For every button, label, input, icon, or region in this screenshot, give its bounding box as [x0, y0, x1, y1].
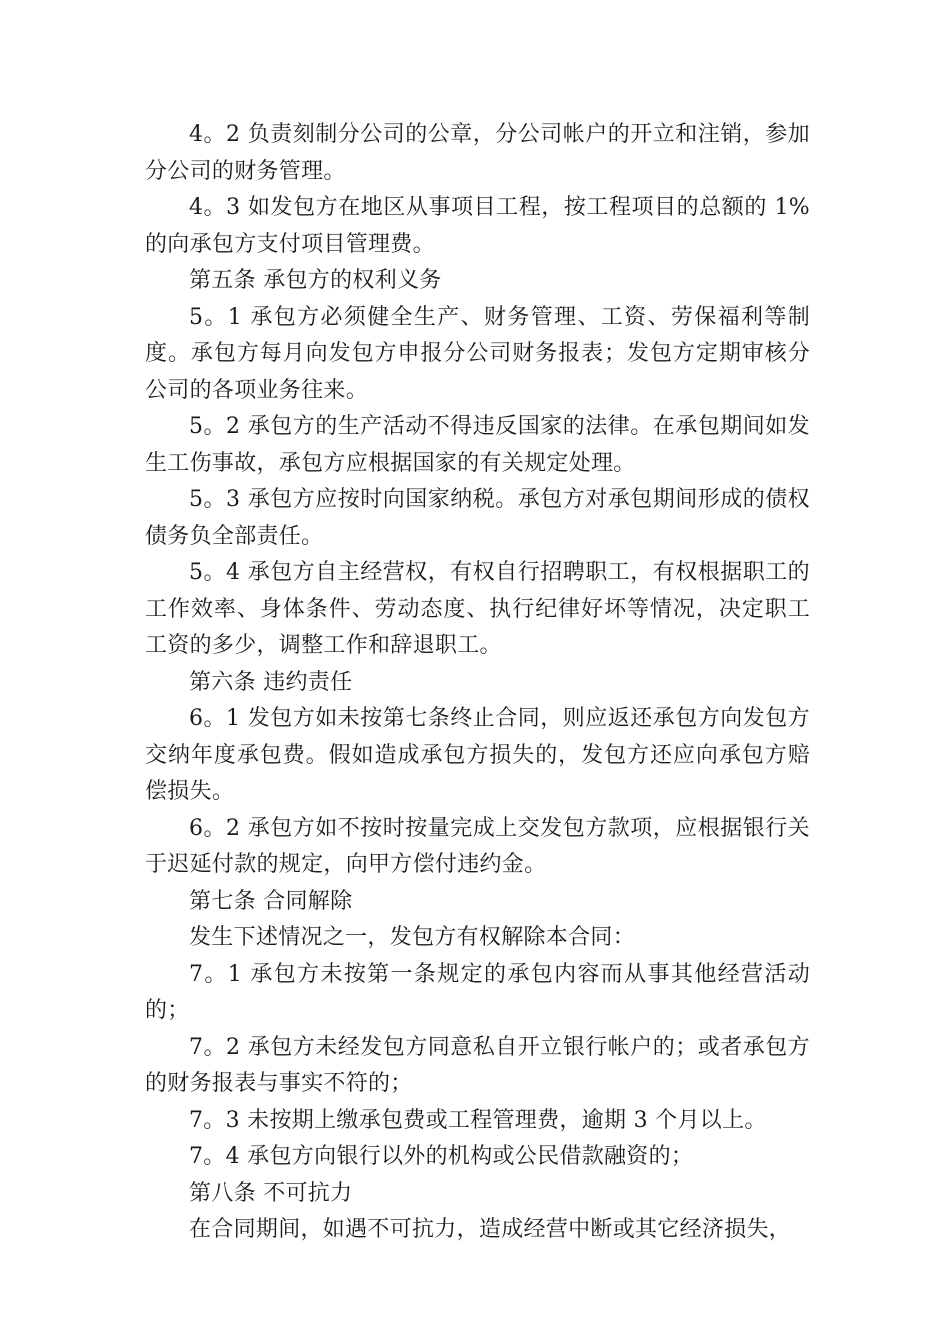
clause-4-2: 4。2 负责刻制分公司的公章，分公司帐户的开立和注销，参加分公司的财务管理。 — [145, 122, 810, 184]
article-8-heading: 第八条 不可抗力 — [189, 1180, 353, 1206]
clause-6-2: 6。2 承包方如不按时按量完成上交发包方款项，应根据银行关于迟延付款的规定，向甲方偿付违约金。 — [145, 815, 810, 877]
clause-5-1: 5。1 承包方必须健全生产、财务管理、工资、劳保福利等制度。承包方每月向发包方申报分公司财务报表；发包方定期审核分公司的各项业务往来。 — [145, 304, 810, 403]
article-7-intro: 发生下述情况之一，发包方有权解除本合同： — [189, 925, 636, 950]
document-body — [145, 117, 810, 1249]
clause-6-1: 6。1 发包方如未按第七条终止合同，则应返还承包方向发包方交纳年度承包费。假如造成承包方损失的，发包方还应向承包方赔偿损失。 — [145, 706, 810, 804]
article-6-heading: 第六条 违约责任 — [189, 669, 353, 695]
clause-7-2: 7。2 承包方未经发包方同意私自开立银行帐户的；或者承包方的财务报表与事实不符的； — [145, 1034, 810, 1096]
clause-7-4: 7。4 承包方向银行以外的机构或公民借款融资的； — [189, 1144, 694, 1169]
clause-7-1: 7。1 承包方未按第一条规定的承包内容而从事其他经营活动的； — [145, 961, 810, 1023]
clause-7-3: 7。3 未按期上缴承包费或工程管理费，逾期 3 个月以上。 — [189, 1107, 767, 1133]
article-5-heading: 第五条 承包方的权利义务 — [189, 268, 442, 293]
article-8-text: 在合同期间，如遇不可抗力，造成经营中断或其它经济损失， — [189, 1217, 792, 1242]
clause-5-2: 5。2 承包方的生产活动不得违反国家的法律。在承包期间如发生工伤事故，承包方应根据国家的有关规定处理。 — [145, 414, 810, 476]
clause-4-3: 4。3 如发包方在地区从事项目工程，按工程项目的总额的 1%的向承包方支付项目管理费。 — [145, 195, 810, 257]
clause-5-4: 5。4 承包方自主经营权，有权自行招聘职工，有权根据职工的工作效率、身体条件、劳动态度、执行纪律好坏等情况，决定职工工资的多少，调整工作和辞退职工。 — [145, 560, 810, 658]
article-7-heading: 第七条 合同解除 — [189, 888, 353, 914]
clause-5-3: 5。3 承包方应按时向国家纳税。承包方对承包期间形成的债权债务负全部责任。 — [145, 487, 810, 549]
